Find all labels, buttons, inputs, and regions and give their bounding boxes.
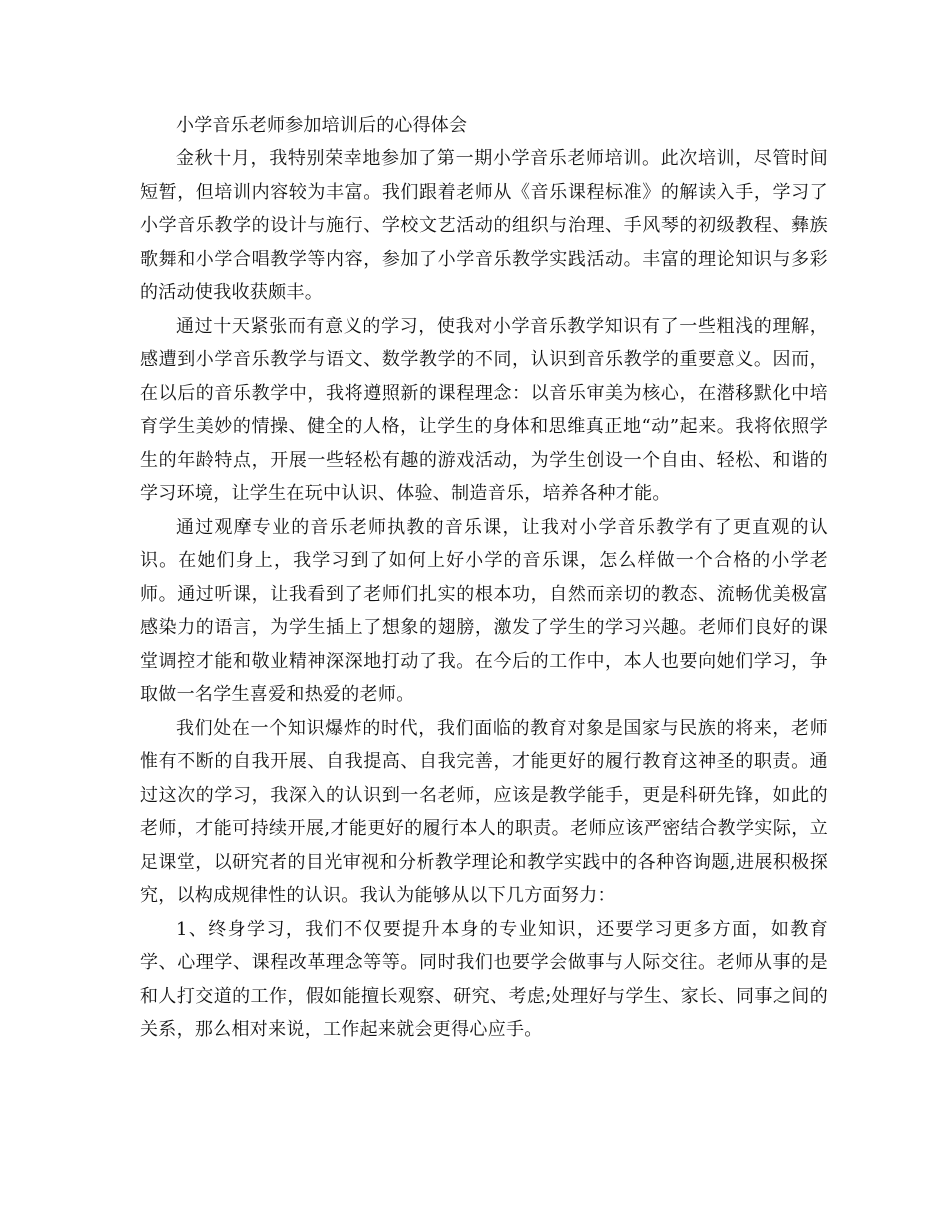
paragraph-observation-lessons: 通过观摩专业的音乐老师执教的音乐课，让我对小学音乐教学有了更直观的认识。在她们身上，我学习到了如何上好小学的音乐课，怎么样做一个合格的小学老师。通过听课，让我看到了老师们扎实的根本功，自然而亲切的教态、流畅优美极富感染力的语言，为学生插上了想象的翅膀，激发了学生的学习兴趣。老师们良好的课堂调控才能和敬业精神深深地打动了我。在今后的工作中，本人也要向她们学习，争取做一名学生喜爱和热爱的老师。: [140, 516, 828, 705]
paragraph-learning-reflection: 通过十天紧张而有意义的学习，使我对小学音乐教学知识有了一些粗浅的理解，感遭到小学音乐教学与语文、数学教学的不同，认识到音乐教学的重要意义。因而，在以后的音乐教学中，我将遵照新的课程理念：以音乐审美为核心，在潜移默化中培育学生美妙的情操、健全的人格，让学生的身体和思维真正地“动”起来。我将依照学生的年龄特点，开展一些轻松有趣的游戏活动，为学生创设一个自由、轻松、和谐的学习环境，让学生在玩中认识、体验、制造音乐，培养各种才能。: [140, 315, 828, 504]
paragraph-training-overview: 金秋十月，我特别荣幸地参加了第一期小学音乐老师培训。此次培训，尽管时间短暂，但培训内容较为丰富。我们跟着老师从《音乐课程标准》的解读入手，学习了小学音乐教学的设计与施行、学校文艺活动的组织与治理、手风琴的初级教程、彝族歌舞和小学合唱教学等内容，参加了小学音乐教学实践活动。丰富的理论知识与多彩的活动使我收获颇丰。: [140, 148, 828, 303]
paragraph-lifelong-learning: 1、终身学习，我们不仅要提升本身的专业知识，还要学习更多方面，如教育学、心理学、课程改革理念等等。同时我们也要学会做事与人际交往。老师从事的是和人打交道的工作，假如能擅长观察、研究、考虑;处理好与学生、家长、同事之间的关系，那么相对来说，工作起来就会更得心应手。: [140, 918, 828, 1040]
paragraph-teacher-responsibility: 我们处在一个知识爆炸的时代，我们面临的教育对象是国家与民族的将来，老师惟有不断的自我开展、自我提高、自我完善，才能更好的履行教育这神圣的职责。通过这次的学习，我深入的认识到一名老师，应该是教学能手，更是科研先锋，如此的老师，才能可持续开展,才能更好的履行本人的职责。老师应该严密结合教学实际，立足课堂，以研究者的目光审视和分析教学理论和教学实践中的各种咨询题,进展积极探究，以构成规律性的认识。我认为能够从以下几方面努力：: [140, 717, 828, 906]
document-title: 小学音乐老师参加培训后的心得体会: [176, 115, 468, 136]
document-page: [140, 110, 828, 1047]
